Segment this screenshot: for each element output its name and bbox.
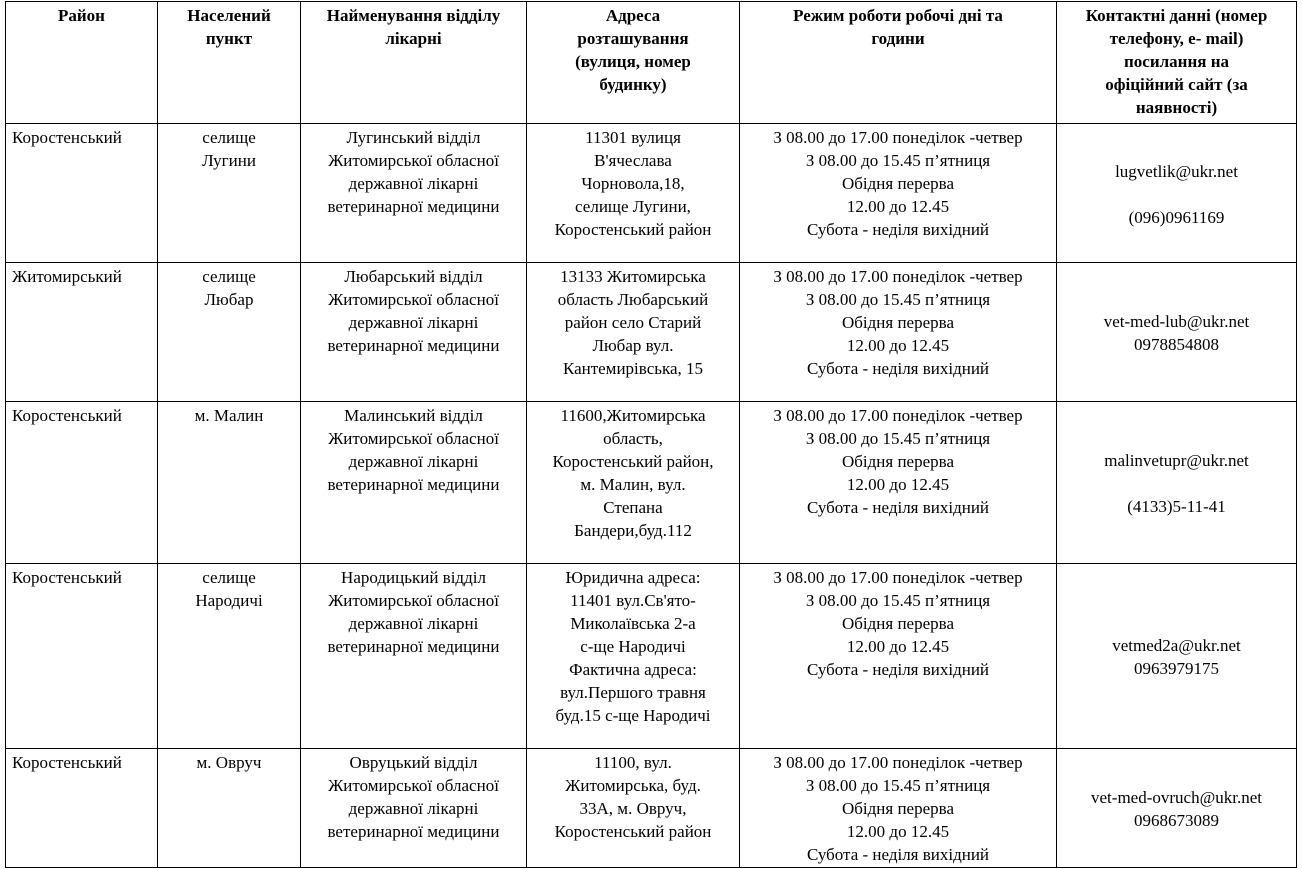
cell-line: район село Старий (564, 313, 702, 332)
cell-line: Малинський відділ (344, 406, 483, 425)
cell-line: селище (202, 568, 256, 587)
email-link[interactable]: vet-med-lub@ukr.net (1103, 312, 1250, 331)
cell-line: 13133 Житомирська (560, 267, 706, 286)
table-row (6, 564, 1297, 749)
cell-line: З 08.00 до 17.00 понеділок -четвер (773, 568, 1023, 587)
cell-line: З 08.00 до 15.45 п’ятниця (805, 776, 991, 795)
cell-line: державної лікарні (348, 452, 479, 471)
phone-number: 0968673089 (1134, 811, 1219, 830)
cell-line: Овруцький відділ (349, 753, 478, 772)
cell-line: Житомирської обласної (328, 290, 499, 309)
cell-line: 12.00 до 12.45 (846, 637, 950, 656)
cell-address (527, 402, 740, 564)
cell-line: Лугинський відділ (346, 128, 481, 147)
cell-line: Коростенський район, (552, 452, 714, 471)
cell-punkt (158, 564, 301, 749)
cell-line: державної лікарні (348, 614, 479, 633)
cell-schedule (740, 402, 1057, 564)
cell-line: З 08.00 до 17.00 понеділок -четвер (773, 753, 1023, 772)
cell-line: державної лікарні (348, 799, 479, 818)
cell-line: Любар вул. (592, 336, 674, 355)
cell-line: Обідня перерва (841, 799, 954, 818)
cell-line: Район (58, 6, 105, 25)
table-body (6, 124, 1297, 868)
cell-line: Населений (187, 6, 271, 25)
header-address (527, 2, 740, 124)
header-name (301, 2, 527, 124)
cell-schedule (740, 749, 1057, 868)
cell-line: область, (603, 429, 663, 448)
cell-line: ветеринарної медицини (327, 637, 500, 656)
cell-contacts (1057, 402, 1297, 564)
cell-line: Субота - неділя вихідний (806, 660, 990, 679)
cell-line: ветеринарної медицини (327, 822, 500, 841)
cell-line: Лугини (202, 151, 256, 170)
cell-line: Житомирської обласної (328, 429, 499, 448)
cell-name (301, 263, 527, 402)
cell-line: Фактична адреса: (569, 660, 697, 679)
cell-line: Миколаївська 2-а (570, 614, 696, 633)
cell-line: Найменування відділу (326, 6, 501, 25)
cell-line: 12.00 до 12.45 (846, 197, 950, 216)
phone-number: (4133)5-11-41 (1127, 497, 1226, 516)
cell-line: години (871, 29, 925, 48)
cell-line: державної лікарні (348, 313, 479, 332)
cell-line: Кантемирівська, 15 (562, 359, 704, 378)
table-row (6, 749, 1297, 868)
cell-line: ветеринарної медицини (327, 197, 500, 216)
header-contacts (1057, 2, 1297, 124)
cell-line: 11600,Житомирська (560, 406, 706, 425)
cell-contacts (1057, 749, 1297, 868)
cell-rayon: Житомирський (6, 263, 158, 402)
cell-address (527, 263, 740, 402)
header-schedule (740, 2, 1057, 124)
cell-punkt (158, 263, 301, 402)
cell-address (527, 749, 740, 868)
cell-line: с-ще Народичі (580, 637, 686, 656)
cell-line: Обідня перерва (841, 452, 954, 471)
cell-line: Коростенський район (554, 822, 712, 841)
cell-line: селище (202, 128, 256, 147)
cell-line: Степана (603, 498, 663, 517)
cell-line: м. Малин, вул. (580, 475, 686, 494)
cell-line: ветеринарної медицини (327, 475, 500, 494)
cell-line: З 08.00 до 15.45 п’ятниця (805, 151, 991, 170)
cell-line: посилання на (1123, 52, 1229, 71)
cell-line: 33А, м. Овруч, (579, 799, 687, 818)
cell-contacts (1057, 263, 1297, 402)
cell-line: Житомирська, буд. (565, 776, 701, 795)
cell-line: З 08.00 до 15.45 п’ятниця (805, 591, 991, 610)
cell-line: З 08.00 до 15.45 п’ятниця (805, 429, 991, 448)
cell-line: Обідня перерва (841, 174, 954, 193)
cell-line: буд.15 с-ще Народичі (555, 706, 711, 725)
cell-line: З 08.00 до 17.00 понеділок -четвер (773, 267, 1023, 286)
cell-line: будинку) (599, 75, 667, 94)
cell-line: Субота - неділя вихідний (806, 498, 990, 517)
cell-name (301, 402, 527, 564)
phone-number: 0963979175 (1134, 659, 1219, 678)
cell-punkt (158, 124, 301, 263)
table-row (6, 402, 1297, 564)
cell-line: державної лікарні (348, 174, 479, 193)
cell-line: (вулиця, номер (575, 52, 691, 71)
vet-offices-table (5, 1, 1297, 868)
cell-line: пункт (205, 29, 253, 48)
cell-line: наявності) (1135, 98, 1218, 117)
cell-line: лікарні (385, 29, 442, 48)
cell-line: 12.00 до 12.45 (846, 475, 950, 494)
cell-address (527, 564, 740, 749)
cell-line: Обідня перерва (841, 313, 954, 332)
header-rayon (6, 2, 158, 124)
cell-line: Житомирської обласної (328, 591, 499, 610)
cell-line: Субота - неділя вихідний (806, 845, 990, 864)
cell-name (301, 564, 527, 749)
cell-line: м. Овруч (196, 753, 262, 772)
cell-line: Любарський відділ (344, 267, 483, 286)
cell-line: офіційний сайт (за (1105, 75, 1248, 94)
cell-line: Юридична адреса: (565, 568, 701, 587)
cell-line: селище (202, 267, 256, 286)
cell-contacts (1057, 564, 1297, 749)
cell-line: Субота - неділя вихідний (806, 220, 990, 239)
email-link[interactable]: lugvetlik@ukr.net (1115, 161, 1238, 181)
cell-line: В'ячеслава (594, 151, 672, 170)
cell-line: 12.00 до 12.45 (846, 336, 950, 355)
cell-line: Народичі (195, 591, 263, 610)
cell-name (301, 749, 527, 868)
cell-line: 11100, вул. (594, 753, 672, 772)
phone-number: 0978854808 (1134, 335, 1219, 354)
cell-line: ветеринарної медицини (327, 336, 500, 355)
cell-line: 11401 вул.Св'ято- (570, 591, 696, 610)
cell-line: Житомирської обласної (328, 151, 499, 170)
table-row (6, 263, 1297, 402)
cell-name (301, 124, 527, 263)
cell-punkt (158, 402, 301, 564)
cell-line: Бандери,буд.112 (574, 521, 692, 540)
cell-schedule (740, 564, 1057, 749)
cell-line: 11301 вулиця (585, 128, 681, 147)
cell-line: З 08.00 до 17.00 понеділок -четвер (773, 128, 1023, 147)
cell-line: Житомирської обласної (328, 776, 499, 795)
cell-punkt (158, 749, 301, 868)
cell-line: Режим роботи робочі дні та (793, 6, 1003, 25)
cell-address (527, 124, 740, 263)
cell-contacts (1057, 124, 1297, 263)
cell-line: м. Малин (194, 406, 264, 425)
phone-number: (096)0961169 (1128, 207, 1225, 227)
cell-line: телефону, е- mail) (1109, 29, 1244, 48)
cell-line: Субота - неділя вихідний (806, 359, 990, 378)
cell-line: Любар (204, 290, 254, 309)
cell-rayon: Коростенський (6, 564, 158, 749)
cell-rayon: Коростенський (6, 402, 158, 564)
cell-line: область Любарський (557, 290, 709, 309)
cell-line: З 08.00 до 17.00 понеділок -четвер (773, 406, 1023, 425)
email-link[interactable]: vetmed2a@ukr.net (1112, 636, 1241, 655)
cell-rayon: Коростенський (6, 124, 158, 263)
table-row (6, 124, 1297, 263)
cell-line: Коростенський район (554, 220, 712, 239)
cell-line: вул.Першого травня (560, 683, 706, 702)
cell-line: Чорновола,18, (581, 174, 685, 193)
contact-spacer (1060, 472, 1293, 495)
cell-schedule (740, 263, 1057, 402)
email-link[interactable]: vet-med-ovruch@ukr.net (1091, 788, 1262, 807)
cell-line: 12.00 до 12.45 (846, 822, 950, 841)
cell-line: З 08.00 до 15.45 п’ятниця (805, 290, 991, 309)
cell-line: Адреса (605, 6, 661, 25)
cell-line: розташування (577, 29, 689, 48)
header-punkt (158, 2, 301, 124)
cell-line: Народицький відділ (341, 568, 486, 587)
contact-spacer (1060, 183, 1293, 206)
email-link[interactable]: malinvetupr@ukr.net (1104, 451, 1249, 470)
cell-schedule (740, 124, 1057, 263)
cell-line: Контактні данні (номер (1085, 6, 1268, 25)
cell-line: селище Лугини, (575, 197, 691, 216)
table-header-row (6, 2, 1297, 124)
cell-line: Обідня перерва (841, 614, 954, 633)
cell-rayon: Коростенський (6, 749, 158, 868)
